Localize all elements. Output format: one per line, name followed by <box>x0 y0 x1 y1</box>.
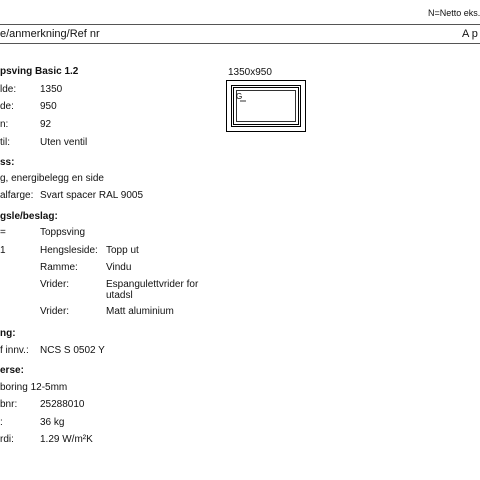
item-number-label: bnr: <box>0 399 18 410</box>
vent-label: til: <box>0 137 10 148</box>
paint-inside-label: f innv.: <box>0 345 29 356</box>
spacer-value: Svart spacer RAL 9005 <box>40 190 144 201</box>
height-value: 950 <box>40 101 57 112</box>
weight-value: 36 kg <box>40 417 65 428</box>
header-divider-bottom <box>0 43 480 44</box>
thumbnail-glass <box>237 91 296 122</box>
column-header-title: e/anmerkning/Ref nr <box>0 28 100 40</box>
column-header-right: A p <box>462 28 478 40</box>
handle-finish-value: Matt aluminium <box>106 306 174 317</box>
misc-heading: erse: <box>0 365 24 376</box>
paint-inside-value: NCS S 0502 Y <box>40 345 105 356</box>
height-label: de: <box>0 101 14 112</box>
product-title: psving Basic 1.2 <box>0 66 79 77</box>
depth-value: 92 <box>40 119 52 130</box>
drilling-info: boring 12-5mm <box>0 382 68 393</box>
frame-label: Ramme: <box>40 262 78 273</box>
width-value: 1350 <box>40 84 63 95</box>
spacer-label: alfarge: <box>0 190 34 201</box>
weight-label: : <box>0 417 3 428</box>
item-number-value: 25288010 <box>40 399 85 410</box>
thumbnail-dimensions: 1350x950 <box>228 67 272 78</box>
handle-finish-label: Vrider: <box>40 306 70 317</box>
price-note: N=Netto eks. <box>428 8 480 18</box>
u-value-label: rdi: <box>0 434 14 445</box>
glass-heading: ss: <box>0 157 15 168</box>
header-divider-top <box>0 24 480 25</box>
opening-type-value: Toppsving <box>40 227 86 238</box>
opening-type-label: = <box>0 227 6 238</box>
u-value-value: 1.29 W/m²K <box>40 434 93 445</box>
handle-label: Vrider: <box>40 279 70 290</box>
paint-heading: ng: <box>0 328 16 339</box>
hinge-side-value: Topp ut <box>106 245 139 256</box>
frame-value: Vindu <box>106 262 132 273</box>
hinge-side-label: Hengsleside: <box>40 245 98 256</box>
depth-label: n: <box>0 119 9 130</box>
vent-value: Uten ventil <box>40 137 88 148</box>
window-thumbnail <box>226 80 306 132</box>
width-label: lde: <box>0 84 17 95</box>
thumbnail-marker: G <box>236 92 243 101</box>
hardware-index: 1 <box>0 245 6 256</box>
hardware-heading: gsle/beslag: <box>0 211 58 222</box>
glass-description: g, energibelegg en side <box>0 173 104 184</box>
handle-value: Espangulettvrider for utadsl <box>106 279 199 301</box>
